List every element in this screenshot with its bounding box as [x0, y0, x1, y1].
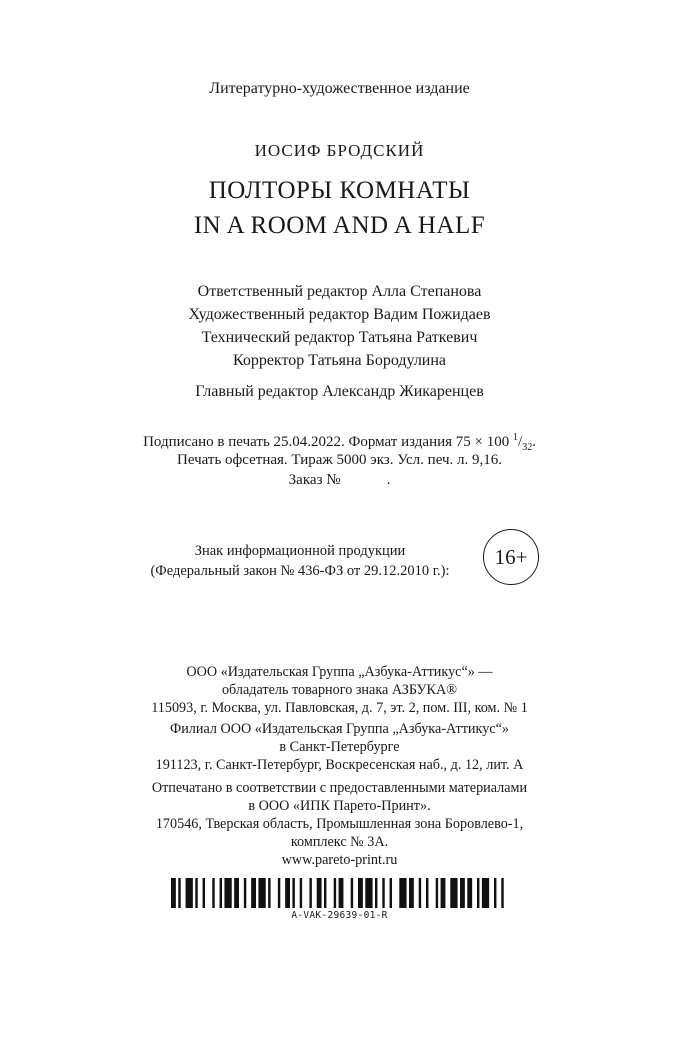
- barcode-bar: [339, 878, 344, 908]
- barcode-bar: [224, 878, 231, 908]
- barcode-bar: [467, 878, 472, 908]
- author-name: ИОСИФ БРОДСКИЙ: [254, 141, 425, 160]
- barcode-bar: [375, 878, 377, 908]
- age-sign-text: [130, 541, 470, 581]
- age-sign-line-2: (Федеральный закон № 436-ФЗ от 29.12.2010 г.):: [150, 563, 450, 579]
- barcode-bar: [178, 878, 180, 908]
- credit-art-editor: Художественный редактор Вадим Пожидаев: [188, 306, 491, 323]
- imprint-print-line: Печать офсетная. Тираж 5000 экз. Усл. печ. л. 9,16.: [176, 452, 503, 468]
- barcode-bar: [399, 878, 406, 908]
- barcode-caption: A-VAK-29639-01-R: [291, 910, 388, 921]
- barcode-bar: [382, 878, 384, 908]
- barcode-bar: [244, 878, 246, 908]
- publisher-line: в Санкт-Петербурге: [279, 739, 400, 755]
- barcode-bar: [436, 878, 438, 908]
- publisher-line: 191123, г. Санкт-Петербург, Воскресенская наб., д. 12, лит. А: [155, 757, 524, 773]
- publisher-line: в ООО «ИПК Парето-Принт».: [248, 798, 431, 814]
- credit-proofreader: Корректор Татьяна Бородулина: [232, 352, 447, 369]
- publisher-website: www.pareto-print.ru: [281, 852, 398, 868]
- order-end: .: [386, 472, 391, 488]
- publisher-line: Отпечатано в соответствии с предоставленными материалами: [151, 780, 528, 796]
- barcode: [171, 878, 511, 908]
- credit-technical-editor: Технический редактор Татьяна Раткевич: [201, 329, 478, 346]
- barcode-bar: [460, 878, 465, 908]
- barcode-bar: [251, 878, 256, 908]
- barcode-bar: [426, 878, 428, 908]
- barcode-bar: [309, 878, 311, 908]
- imprint-signed-line: Подписано в печать 25.04.2022. Формат издания 75 × 100 $^1/_{32}$.: [143, 432, 536, 453]
- barcode-bar: [324, 878, 326, 908]
- barcode-bar: [220, 878, 222, 908]
- format-denominator: 32: [522, 442, 533, 453]
- barcode-bar: [501, 878, 503, 908]
- barcode-bar: [278, 878, 280, 908]
- publisher-line: комплекс № 3А.: [290, 834, 389, 850]
- book-title-russian: ПОЛТОРЫ КОМНАТЫ: [208, 177, 471, 204]
- barcode-bar: [409, 878, 414, 908]
- barcode-bar: [365, 878, 372, 908]
- publisher-line: 170546, Тверская область, Промышленная зона Боровлево-1,: [155, 816, 524, 832]
- publisher-line: обладатель товарного знака АЗБУКА®: [221, 682, 458, 698]
- age-sign-line-1: Знак информационной продукции: [194, 543, 406, 559]
- barcode-bar: [292, 878, 294, 908]
- publisher-line: ООО «Издательская Группа „Азбука-Аттикус“» —: [186, 664, 493, 680]
- barcode-bar: [390, 878, 392, 908]
- barcode-bar: [300, 878, 302, 908]
- barcode-bar: [234, 878, 239, 908]
- barcode-bar: [285, 878, 290, 908]
- barcode-bar: [494, 878, 496, 908]
- barcode-bar: [482, 878, 489, 908]
- format-numerator: 1: [513, 432, 519, 443]
- imprint-signed-text: Подписано в печать 25.04.2022. Формат издания 75 × 100: [143, 434, 514, 450]
- barcode-bar: [195, 878, 197, 908]
- publisher-line: Филиал ООО «Издательская Группа „Азбука-Аттикус“»: [170, 721, 509, 737]
- barcode-bar: [450, 878, 457, 908]
- barcode-bar: [477, 878, 479, 908]
- barcode-bar: [351, 878, 353, 908]
- barcode-bar: [212, 878, 214, 908]
- barcode-bar: [317, 878, 322, 908]
- publisher-line: 115093, г. Москва, ул. Павловская, д. 7, эт. 2, пом. III, ком. № 1: [151, 700, 528, 716]
- book-title-english: IN A ROOM AND A HALF: [193, 212, 486, 239]
- imprint-order-line: [0, 472, 679, 489]
- barcode-bar: [186, 878, 193, 908]
- barcode-bar: [441, 878, 446, 908]
- imprint-signed-end: .: [532, 434, 536, 450]
- genre-label: Литературно-художественное издание: [209, 80, 470, 97]
- barcode-bar: [203, 878, 205, 908]
- barcode-bar: [268, 878, 270, 908]
- credit-chief-editor: Главный редактор Александр Жикаренцев: [195, 383, 484, 400]
- barcode-bar: [358, 878, 363, 908]
- order-label: Заказ №: [288, 472, 341, 488]
- barcode-bar: [171, 878, 176, 908]
- barcode-bar: [419, 878, 421, 908]
- age-rating-badge: 16+: [483, 529, 539, 585]
- barcode-bar: [258, 878, 265, 908]
- barcode-bar: [334, 878, 336, 908]
- credit-responsible-editor: Ответственный редактор Алла Степанова: [197, 283, 482, 300]
